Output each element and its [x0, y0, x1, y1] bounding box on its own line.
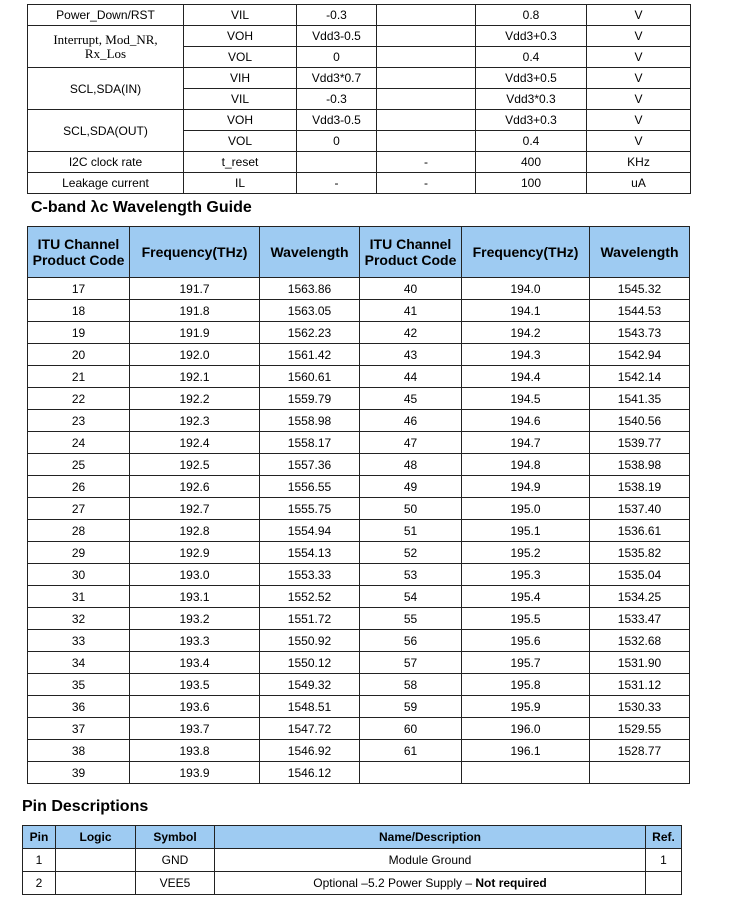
channel-code-cell: 60 [360, 718, 462, 740]
min-cell: Vdd3-0.5 [297, 26, 377, 47]
table-row [28, 152, 691, 173]
frequency-cell: 193.7 [130, 718, 260, 740]
channel-code-cell: 61 [360, 740, 462, 762]
max-cell: 0.4 [476, 47, 587, 68]
table-row [28, 173, 691, 194]
typ-cell [377, 26, 476, 47]
min-cell: - [297, 173, 377, 194]
frequency-cell: 195.9 [462, 696, 590, 718]
wavelength-cell: 1545.32 [590, 278, 690, 300]
typ-cell [377, 131, 476, 152]
min-cell: -0.3 [297, 5, 377, 26]
channel-code-cell: 24 [28, 432, 130, 454]
channel-code-cell: 29 [28, 542, 130, 564]
frequency-cell: 193.3 [130, 630, 260, 652]
frequency-cell: 193.9 [130, 762, 260, 784]
table-row [28, 300, 690, 322]
channel-code-cell: 30 [28, 564, 130, 586]
wavelength-cell: 1561.42 [260, 344, 360, 366]
channel-code-cell: 39 [28, 762, 130, 784]
wavelength-cell: 1558.17 [260, 432, 360, 454]
symbol-cell: VOL [184, 47, 297, 68]
symbol-cell: VEE5 [136, 872, 215, 895]
symbol-cell: VIL [184, 5, 297, 26]
table-row [28, 476, 690, 498]
channel-code-cell: 57 [360, 652, 462, 674]
symbol-cell: VOH [184, 26, 297, 47]
logic-cell [56, 849, 136, 872]
unit-cell: uA [587, 173, 691, 194]
frequency-cell: 192.7 [130, 498, 260, 520]
max-cell: Vdd3+0.3 [476, 26, 587, 47]
channel-code-cell: 17 [28, 278, 130, 300]
table-row [28, 718, 690, 740]
symbol-cell: VIH [184, 68, 297, 89]
frequency-cell: 195.4 [462, 586, 590, 608]
typ-cell [377, 5, 476, 26]
parameter-cell: SCL,SDA(OUT) [28, 110, 184, 152]
wavelength-cell: 1552.52 [260, 586, 360, 608]
min-cell: Vdd3-0.5 [297, 110, 377, 131]
table-row [28, 498, 690, 520]
channel-code-cell: 59 [360, 696, 462, 718]
wavelength-cell: 1533.47 [590, 608, 690, 630]
channel-code-cell: 36 [28, 696, 130, 718]
channel-code-cell: 54 [360, 586, 462, 608]
table-row [28, 26, 691, 47]
frequency-cell: 193.0 [130, 564, 260, 586]
frequency-cell: 195.6 [462, 630, 590, 652]
table-row [28, 696, 690, 718]
table-row [28, 586, 690, 608]
frequency-cell: 196.0 [462, 718, 590, 740]
frequency-cell: 192.0 [130, 344, 260, 366]
frequency-cell: 193.8 [130, 740, 260, 762]
wavelength-cell: 1558.98 [260, 410, 360, 432]
channel-code-cell: 35 [28, 674, 130, 696]
table-row [28, 454, 690, 476]
channel-code-cell: 49 [360, 476, 462, 498]
channel-code-cell: 46 [360, 410, 462, 432]
description-text: Optional –5.2 Power Supply – [313, 876, 476, 890]
column-header-frequency: Frequency(THz) [130, 227, 260, 278]
channel-code-cell: 42 [360, 322, 462, 344]
channel-code-cell: 37 [28, 718, 130, 740]
frequency-cell: 192.6 [130, 476, 260, 498]
column-header-frequency: Frequency(THz) [462, 227, 590, 278]
unit-cell: V [587, 26, 691, 47]
table-header-row [28, 227, 690, 278]
wavelength-cell: 1546.92 [260, 740, 360, 762]
table-row [23, 872, 682, 895]
channel-code-cell: 22 [28, 388, 130, 410]
column-header-description: Name/Description [215, 826, 646, 849]
wavelength-cell: 1535.04 [590, 564, 690, 586]
channel-code-cell: 28 [28, 520, 130, 542]
column-header-symbol: Symbol [136, 826, 215, 849]
unit-cell: KHz [587, 152, 691, 173]
electrical-spec-table [27, 4, 691, 194]
table-row [28, 564, 690, 586]
channel-code-cell: 51 [360, 520, 462, 542]
frequency-cell: 192.8 [130, 520, 260, 542]
cband-wavelength-table [27, 226, 690, 784]
frequency-cell: 193.1 [130, 586, 260, 608]
pin-number-cell: 2 [23, 872, 56, 895]
channel-code-cell: 26 [28, 476, 130, 498]
wavelength-cell: 1544.53 [590, 300, 690, 322]
frequency-cell: 192.9 [130, 542, 260, 564]
wavelength-cell: 1536.61 [590, 520, 690, 542]
unit-cell: V [587, 110, 691, 131]
channel-code-cell: 45 [360, 388, 462, 410]
channel-code-cell [360, 762, 462, 784]
wavelength-cell: 1538.98 [590, 454, 690, 476]
typ-cell [377, 89, 476, 110]
column-header-ref: Ref. [646, 826, 682, 849]
channel-code-cell: 23 [28, 410, 130, 432]
symbol-cell: GND [136, 849, 215, 872]
table-row [28, 608, 690, 630]
wavelength-cell: 1548.51 [260, 696, 360, 718]
column-header-wavelength: Wavelength [260, 227, 360, 278]
channel-code-cell: 32 [28, 608, 130, 630]
symbol-cell: VIL [184, 89, 297, 110]
channel-code-cell: 48 [360, 454, 462, 476]
frequency-cell: 192.4 [130, 432, 260, 454]
channel-code-cell: 55 [360, 608, 462, 630]
typ-cell: - [377, 173, 476, 194]
channel-code-cell: 33 [28, 630, 130, 652]
table-row [23, 849, 682, 872]
min-cell: -0.3 [297, 89, 377, 110]
channel-code-cell: 43 [360, 344, 462, 366]
wavelength-cell: 1537.40 [590, 498, 690, 520]
table-row [28, 630, 690, 652]
table-row [28, 674, 690, 696]
wavelength-cell: 1550.12 [260, 652, 360, 674]
table-row [28, 5, 691, 26]
typ-cell: - [377, 152, 476, 173]
unit-cell: V [587, 47, 691, 68]
wavelength-cell: 1541.35 [590, 388, 690, 410]
table-row [28, 410, 690, 432]
symbol-cell: IL [184, 173, 297, 194]
frequency-cell [462, 762, 590, 784]
wavelength-cell: 1557.36 [260, 454, 360, 476]
frequency-cell: 191.8 [130, 300, 260, 322]
typ-cell [377, 47, 476, 68]
parameter-cell: Interrupt, Mod_NR, Rx_Los [28, 26, 184, 68]
frequency-cell: 194.5 [462, 388, 590, 410]
table-row [28, 542, 690, 564]
frequency-cell: 192.5 [130, 454, 260, 476]
channel-code-cell: 18 [28, 300, 130, 322]
wavelength-cell: 1556.55 [260, 476, 360, 498]
wavelength-cell: 1542.94 [590, 344, 690, 366]
frequency-cell: 195.7 [462, 652, 590, 674]
min-cell [297, 152, 377, 173]
wavelength-cell: 1555.75 [260, 498, 360, 520]
wavelength-cell: 1549.32 [260, 674, 360, 696]
wavelength-cell: 1529.55 [590, 718, 690, 740]
wavelength-cell: 1563.86 [260, 278, 360, 300]
table-row [28, 432, 690, 454]
pin-number-cell: 1 [23, 849, 56, 872]
column-header-wavelength: Wavelength [590, 227, 690, 278]
wavelength-cell: 1539.77 [590, 432, 690, 454]
channel-code-cell: 34 [28, 652, 130, 674]
frequency-cell: 194.2 [462, 322, 590, 344]
frequency-cell: 195.3 [462, 564, 590, 586]
table-row [28, 740, 690, 762]
channel-code-cell: 31 [28, 586, 130, 608]
wavelength-cell: 1535.82 [590, 542, 690, 564]
frequency-cell: 194.4 [462, 366, 590, 388]
frequency-cell: 194.9 [462, 476, 590, 498]
frequency-cell: 191.7 [130, 278, 260, 300]
symbol-cell: t_reset [184, 152, 297, 173]
wavelength-cell: 1554.13 [260, 542, 360, 564]
wavelength-cell: 1531.90 [590, 652, 690, 674]
frequency-cell: 195.0 [462, 498, 590, 520]
description-text: Module Ground [388, 853, 472, 867]
channel-code-cell: 58 [360, 674, 462, 696]
wavelength-cell: 1528.77 [590, 740, 690, 762]
pin-section-title: Pin Descriptions [22, 798, 149, 815]
max-cell: 100 [476, 173, 587, 194]
table-row [28, 110, 691, 131]
wavelength-cell: 1554.94 [260, 520, 360, 542]
wavelength-cell: 1562.23 [260, 322, 360, 344]
ref-cell: 1 [646, 849, 682, 872]
wavelength-cell: 1559.79 [260, 388, 360, 410]
cband-section-title: C-band λc Wavelength Guide [31, 199, 252, 216]
frequency-cell: 195.5 [462, 608, 590, 630]
frequency-cell: 192.3 [130, 410, 260, 432]
parameter-cell: I2C clock rate [28, 152, 184, 173]
frequency-cell: 193.4 [130, 652, 260, 674]
channel-code-cell: 19 [28, 322, 130, 344]
pin-description-table [22, 825, 682, 895]
frequency-cell: 195.8 [462, 674, 590, 696]
wavelength-cell: 1530.33 [590, 696, 690, 718]
parameter-cell: SCL,SDA(IN) [28, 68, 184, 110]
typ-cell [377, 68, 476, 89]
channel-code-cell: 50 [360, 498, 462, 520]
wavelength-cell: 1547.72 [260, 718, 360, 740]
wavelength-cell: 1532.68 [590, 630, 690, 652]
column-header-logic: Logic [56, 826, 136, 849]
symbol-cell: VOL [184, 131, 297, 152]
description-cell [215, 872, 646, 895]
max-cell: Vdd3+0.5 [476, 68, 587, 89]
min-cell: 0 [297, 47, 377, 68]
ref-cell [646, 872, 682, 895]
channel-code-cell: 53 [360, 564, 462, 586]
frequency-cell: 194.3 [462, 344, 590, 366]
column-header-channel: ITU Channel Product Code [360, 227, 462, 278]
wavelength-cell: 1551.72 [260, 608, 360, 630]
wavelength-cell: 1534.25 [590, 586, 690, 608]
frequency-cell: 194.0 [462, 278, 590, 300]
channel-code-cell: 56 [360, 630, 462, 652]
frequency-cell: 193.6 [130, 696, 260, 718]
table-row [28, 68, 691, 89]
unit-cell: V [587, 131, 691, 152]
max-cell: 0.4 [476, 131, 587, 152]
table-row [28, 652, 690, 674]
channel-code-cell: 47 [360, 432, 462, 454]
parameter-cell: Leakage current [28, 173, 184, 194]
table-row [28, 322, 690, 344]
channel-code-cell: 52 [360, 542, 462, 564]
channel-code-cell: 25 [28, 454, 130, 476]
frequency-cell: 194.8 [462, 454, 590, 476]
unit-cell: V [587, 68, 691, 89]
wavelength-cell: 1553.33 [260, 564, 360, 586]
wavelength-cell: 1540.56 [590, 410, 690, 432]
wavelength-cell [590, 762, 690, 784]
frequency-cell: 192.2 [130, 388, 260, 410]
max-cell: Vdd3+0.3 [476, 110, 587, 131]
channel-code-cell: 44 [360, 366, 462, 388]
frequency-cell: 194.7 [462, 432, 590, 454]
description-cell [215, 849, 646, 872]
wavelength-cell: 1531.12 [590, 674, 690, 696]
frequency-cell: 195.2 [462, 542, 590, 564]
table-row [28, 344, 690, 366]
wavelength-cell: 1538.19 [590, 476, 690, 498]
table-row [28, 762, 690, 784]
max-cell: Vdd3*0.3 [476, 89, 587, 110]
table-row [28, 366, 690, 388]
typ-cell [377, 110, 476, 131]
max-cell: 0.8 [476, 5, 587, 26]
table-row [28, 278, 690, 300]
channel-code-cell: 38 [28, 740, 130, 762]
channel-code-cell: 41 [360, 300, 462, 322]
frequency-cell: 194.1 [462, 300, 590, 322]
table-header-row [23, 826, 682, 849]
frequency-cell: 195.1 [462, 520, 590, 542]
wavelength-cell: 1550.92 [260, 630, 360, 652]
frequency-cell: 193.2 [130, 608, 260, 630]
frequency-cell: 192.1 [130, 366, 260, 388]
description-bold-text: Not required [475, 876, 547, 890]
wavelength-cell: 1563.05 [260, 300, 360, 322]
channel-code-cell: 20 [28, 344, 130, 366]
frequency-cell: 196.1 [462, 740, 590, 762]
wavelength-cell: 1546.12 [260, 762, 360, 784]
frequency-cell: 193.5 [130, 674, 260, 696]
wavelength-cell: 1543.73 [590, 322, 690, 344]
channel-code-cell: 27 [28, 498, 130, 520]
channel-code-cell: 40 [360, 278, 462, 300]
wavelength-cell: 1542.14 [590, 366, 690, 388]
table-row [28, 388, 690, 410]
unit-cell: V [587, 5, 691, 26]
min-cell: Vdd3*0.7 [297, 68, 377, 89]
wavelength-cell: 1560.61 [260, 366, 360, 388]
channel-code-cell: 21 [28, 366, 130, 388]
symbol-cell: VOH [184, 110, 297, 131]
max-cell: 400 [476, 152, 587, 173]
min-cell: 0 [297, 131, 377, 152]
unit-cell: V [587, 89, 691, 110]
table-row [28, 520, 690, 542]
column-header-pin: Pin [23, 826, 56, 849]
parameter-cell: Power_Down/RST [28, 5, 184, 26]
column-header-channel: ITU Channel Product Code [28, 227, 130, 278]
frequency-cell: 194.6 [462, 410, 590, 432]
frequency-cell: 191.9 [130, 322, 260, 344]
logic-cell [56, 872, 136, 895]
